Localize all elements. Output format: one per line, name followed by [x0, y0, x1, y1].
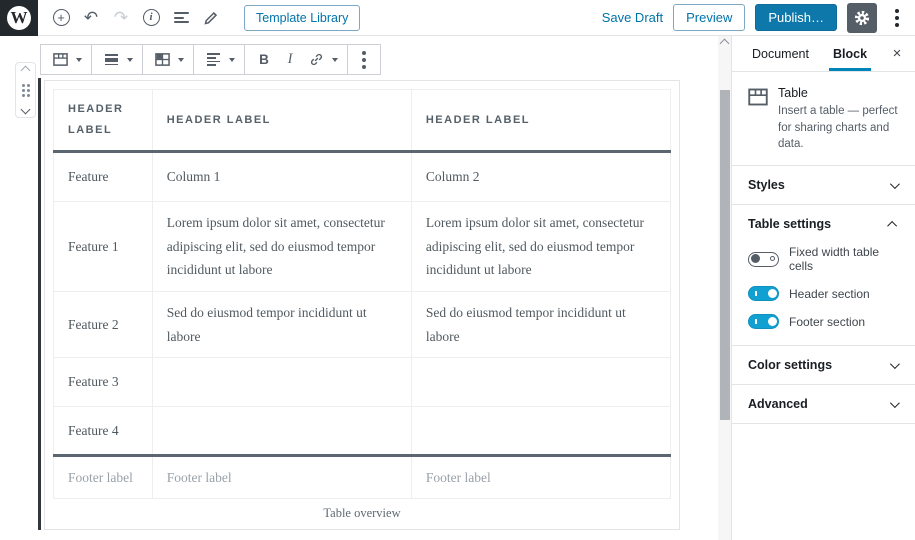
table-header-cell[interactable]: HEADER LABEL — [54, 90, 153, 152]
table-cell[interactable]: Column 2 — [411, 152, 670, 202]
chevron-down-icon[interactable] — [229, 58, 235, 62]
table-cell[interactable] — [152, 358, 411, 407]
table-cell[interactable]: Sed do eiusmod tempor incididunt ut labore — [152, 292, 411, 358]
chevron-down-icon — [890, 179, 900, 189]
align-center-icon — [105, 54, 118, 66]
header-section-toggle[interactable] — [748, 286, 779, 301]
block-description: Insert a table — perfect for sharing charts and data. — [778, 105, 898, 151]
content-structure-button[interactable] — [137, 4, 165, 32]
drag-handle-icon[interactable] — [22, 84, 30, 97]
panel-table-settings — [732, 205, 915, 346]
pencil-icon — [203, 10, 219, 26]
undo-icon: ↶ — [83, 7, 99, 27]
panel-color-settings — [732, 346, 915, 385]
panel-styles-header[interactable] — [732, 166, 915, 204]
table-icon — [748, 87, 768, 107]
list-view-icon — [174, 12, 189, 23]
table-cell[interactable]: Feature 4 — [54, 407, 153, 456]
toggle-label: Fixed width table cells — [789, 245, 880, 274]
table-footer-cell[interactable]: Footer label — [411, 456, 670, 499]
panel-styles — [732, 166, 915, 205]
table-cell[interactable]: Lorem ipsum dolor sit amet, consectetur adipiscing elit, sed do eiusmod tempor incididunt ut labore — [411, 202, 670, 292]
fixed-width-toggle[interactable] — [748, 252, 779, 267]
table-cell[interactable]: Feature — [54, 152, 153, 202]
move-up-icon[interactable] — [21, 66, 31, 76]
tab-document[interactable]: Document — [752, 46, 809, 61]
info-icon: i — [143, 9, 160, 26]
panel-advanced — [732, 385, 915, 424]
chevron-down-icon[interactable] — [127, 58, 133, 62]
toggle-label: Header section — [789, 286, 870, 301]
table-row — [54, 407, 671, 456]
table-header-row — [54, 90, 671, 152]
undo-button[interactable] — [77, 4, 105, 32]
template-library-button[interactable]: Template Library — [244, 5, 360, 31]
table-footer-cell[interactable]: Footer label — [152, 456, 411, 499]
table-row — [54, 292, 671, 358]
add-block-button[interactable] — [47, 4, 75, 32]
table-block-type-button[interactable] — [47, 47, 73, 73]
align-left-icon — [207, 53, 220, 66]
wordpress-logo-button[interactable] — [0, 0, 38, 36]
move-down-icon[interactable] — [21, 105, 31, 115]
block-mover — [15, 62, 36, 118]
preview-button[interactable]: Preview — [673, 4, 745, 31]
link-icon — [309, 52, 324, 67]
link-button[interactable] — [303, 47, 329, 73]
more-tools-menu-button[interactable] — [887, 3, 907, 33]
gear-icon — [853, 9, 871, 27]
panel-label: Table settings — [748, 217, 832, 232]
chevron-down-icon[interactable] — [76, 58, 82, 62]
table-cell[interactable]: Column 1 — [152, 152, 411, 202]
panel-label: Color settings — [748, 358, 833, 373]
text-align-button[interactable] — [200, 47, 226, 73]
italic-button[interactable]: I — [287, 51, 293, 67]
table-block[interactable] — [44, 80, 680, 530]
close-icon: × — [892, 45, 902, 62]
chevron-down-icon — [890, 398, 900, 408]
table-cell[interactable]: Feature 1 — [54, 202, 153, 292]
table-edit-icon — [155, 52, 170, 67]
redo-icon: ↷ — [113, 7, 129, 27]
toggle-label: Footer section — [789, 314, 866, 329]
block-selection-indicator — [38, 78, 41, 530]
table-cell[interactable] — [152, 407, 411, 456]
block-more-options-button[interactable] — [354, 45, 374, 75]
table-cell[interactable] — [411, 358, 670, 407]
panel-advanced-header[interactable] — [732, 385, 915, 423]
table-cell[interactable]: Feature 3 — [54, 358, 153, 407]
wordpress-icon: W — [7, 6, 31, 30]
settings-sidebar — [731, 36, 915, 540]
block-title: Table — [778, 86, 808, 100]
block-navigation-button[interactable] — [167, 4, 195, 32]
scroll-up-arrow-icon[interactable] — [720, 39, 730, 49]
scrollbar-thumb[interactable] — [720, 90, 730, 420]
table-cell[interactable]: Feature 2 — [54, 292, 153, 358]
edit-table-button[interactable] — [149, 47, 175, 73]
close-sidebar-button[interactable] — [879, 36, 915, 71]
table-cell[interactable]: Sed do eiusmod tempor incididunt ut labore — [411, 292, 670, 358]
chevron-up-icon — [887, 220, 897, 230]
table-footer-row — [54, 456, 671, 499]
panel-color-settings-header[interactable] — [732, 346, 915, 384]
chevron-down-icon[interactable] — [332, 58, 338, 62]
editor-canvas[interactable] — [0, 36, 718, 540]
chevron-down-icon[interactable] — [178, 58, 184, 62]
editor-scrollbar[interactable] — [718, 36, 731, 540]
table-caption[interactable]: Table overview — [323, 506, 401, 520]
table-icon — [53, 52, 68, 67]
panel-table-settings-header[interactable] — [732, 205, 915, 243]
table-header-cell[interactable]: HEADER LABEL — [411, 90, 670, 152]
edit-mode-button[interactable] — [197, 4, 225, 32]
block-description-card — [732, 72, 915, 166]
block-toolbar — [40, 44, 381, 75]
table-row — [54, 202, 671, 292]
toggle-row-header-section — [748, 286, 899, 301]
footer-section-toggle[interactable] — [748, 314, 779, 329]
table-row — [54, 358, 671, 407]
table-row — [54, 152, 671, 202]
editor-top-bar — [0, 0, 915, 36]
toggle-row-fixed-width — [748, 245, 899, 273]
table-footer-cell[interactable]: Footer label — [54, 456, 153, 499]
bold-button[interactable]: B — [259, 52, 269, 67]
table-cell[interactable] — [411, 407, 670, 456]
redo-button[interactable] — [107, 4, 135, 32]
plus-circle-icon: + — [53, 9, 70, 26]
chevron-down-icon — [890, 359, 900, 369]
tab-block[interactable]: Block — [829, 36, 871, 71]
publish-button[interactable]: Publish… — [755, 4, 837, 31]
panel-label: Advanced — [748, 397, 808, 412]
settings-toggle-button[interactable] — [847, 3, 877, 33]
sidebar-tabs — [732, 36, 915, 72]
table-cell[interactable]: Lorem ipsum dolor sit amet, consectetur adipiscing elit, sed do eiusmod tempor incididunt ut labore — [152, 202, 411, 292]
toggle-row-footer-section — [748, 314, 899, 329]
content-table — [53, 89, 671, 499]
editor-main — [0, 36, 915, 540]
change-alignment-button[interactable] — [98, 47, 124, 73]
panel-label: Styles — [748, 178, 785, 193]
save-draft-button[interactable]: Save Draft — [601, 10, 664, 25]
table-header-cell[interactable]: HEADER LABEL — [152, 90, 411, 152]
